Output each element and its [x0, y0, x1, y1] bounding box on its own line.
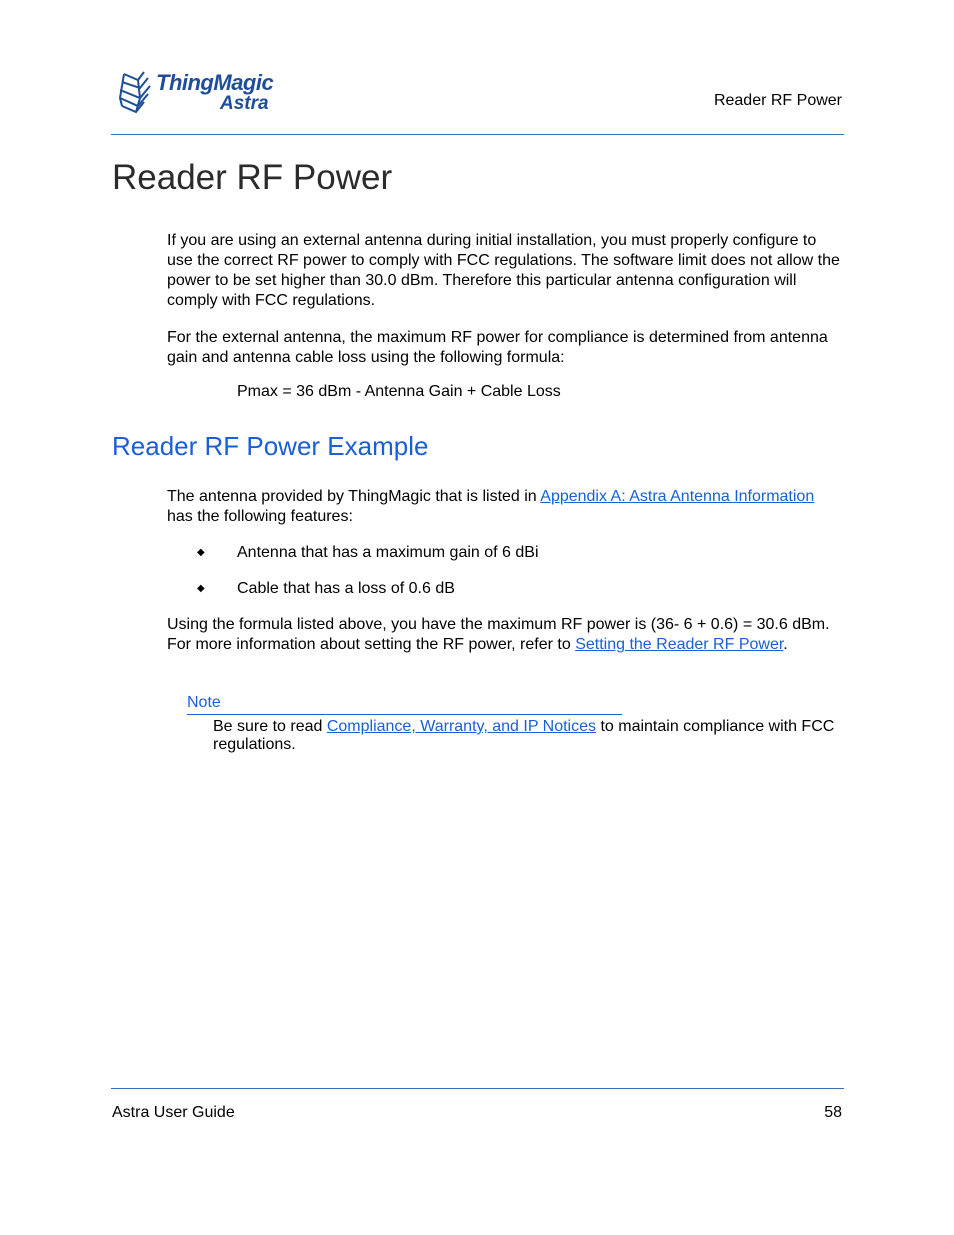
setting-reader-rf-power-link[interactable]: Setting the Reader RF Power	[575, 636, 784, 653]
header-divider	[111, 134, 844, 135]
example-heading: Reader RF Power Example	[112, 431, 429, 461]
note-label: Note	[187, 693, 622, 715]
note-text-end: to maintain compliance with FCC regulations.	[213, 718, 835, 753]
note-text-start: Be sure to read	[213, 718, 327, 735]
footer-divider	[111, 1088, 844, 1089]
list-item-text: Antenna that has a maximum gain of 6 dBi	[237, 544, 539, 561]
antenna-paragraph-text: The antenna provided by ThingMagic that is listed in	[167, 488, 541, 505]
calculation-paragraph	[167, 615, 842, 655]
antenna-paragraph-text-end: has the following features:	[167, 508, 353, 525]
list-item-text: Cable that has a loss of 0.6 dB	[237, 580, 455, 597]
formula-intro-paragraph: For the external antenna, the maximum RF power for compliance is determined from antenna gain and antenna cable loss using the following formula:	[167, 329, 828, 366]
logo-brand-text: ThingMagic	[156, 70, 274, 95]
note-text	[213, 718, 843, 754]
logo-mark-icon	[116, 70, 154, 116]
intro-paragraph: If you are using an external antenna during initial installation, you must properly configure to use the correct RF power to comply with FCC regulations. The software limit does not allow the power to be set higher than 30.0 dBm. Therefore this particular antenna configuration will comply with FCC regulations.	[167, 232, 840, 309]
thingmagic-astra-logo	[116, 68, 276, 118]
bullet-diamond-icon: ◆	[197, 547, 205, 558]
bullet-diamond-icon: ◆	[197, 583, 205, 594]
page-number: 58	[824, 1104, 842, 1121]
running-header-title: Reader RF Power	[713, 92, 842, 109]
compliance-notices-link[interactable]: Compliance, Warranty, and IP Notices	[326, 718, 596, 735]
calculation-paragraph-text-end: .	[783, 636, 788, 653]
logo-sub-text: Astra	[220, 93, 269, 114]
page-title: Reader RF Power	[112, 158, 393, 197]
formula: Pmax = 36 dBm - Antenna Gain + Cable Loss	[237, 383, 561, 400]
antenna-paragraph	[167, 487, 842, 527]
appendix-a-link[interactable]: Appendix A: Astra Antenna Information	[540, 488, 815, 505]
calculation-paragraph-text: Using the formula listed above, you have the maximum RF power is (36- 6 + 0.6) = 30.6 dBm. For more information about setting the RF power, refer to	[167, 616, 830, 653]
footer-guide-name: Astra User Guide	[112, 1104, 235, 1121]
